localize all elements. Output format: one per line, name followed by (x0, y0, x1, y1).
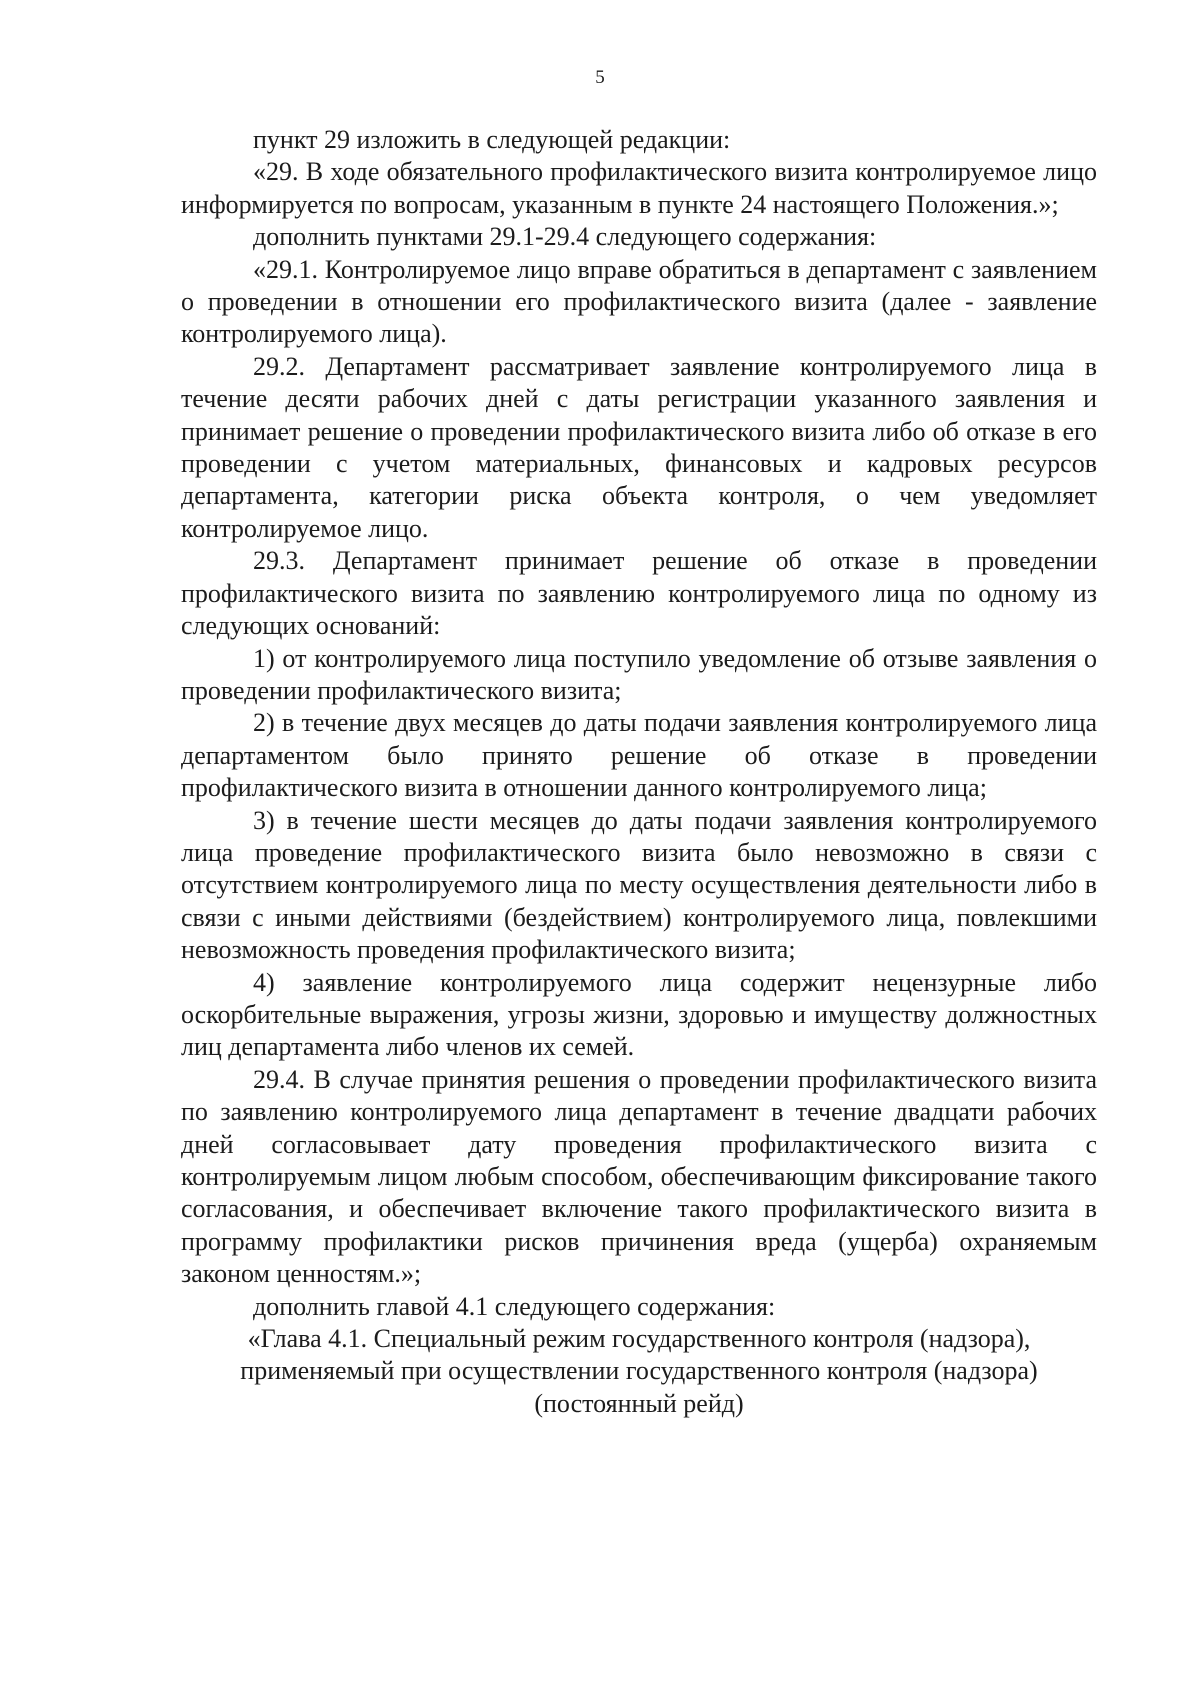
paragraph-point-29-4: 29.4. В случае принятия решения о проведении профилактического визита по заявлению контролируемого лица департамент в течение двадцати рабочих дней согласовывает дату проведения профилактического визита с контролируемым лицом любым способом, обеспечивающим фиксирование такого согласования, и обеспечивает включение такого профилактического визита в программу профилактики рисков причинения вреда (ущерба) охраняемым законом ценностям.»; (181, 1064, 1097, 1289)
paragraph-point-29-1: «29.1. Контролируемое лицо вправе обратиться в департамент с заявлением о проведении в отношении его профилактического визита (далее - заявление контролируемого лица). (181, 254, 1097, 349)
paragraph-ground-1: 1) от контролируемого лица поступило уведомление об отзыве заявления о проведении профилактического визита; (181, 643, 1097, 705)
chapter-heading: «Глава 4.1. Специальный режим государственного контроля (надзора), применяемый при осуществлении государственного контроля (надзора) (постоянный рейд) (240, 1324, 1038, 1418)
paragraph-point-29-intro: пункт 29 изложить в следующей редакции: (253, 125, 731, 154)
paragraph-ground-3: 3) в течение шести месяцев до даты подачи заявления контролируемого лица проведение профилактического визита было невозможно в связи с отсутствием контролируемого лица по месту осуществления деятельности либо в связи с иными действиями (бездействием) контролируемого лица, повлекшими невозможность проведения профилактического визита; (181, 805, 1097, 965)
paragraph-point-29-3: 29.3. Департамент принимает решение об отказе в проведении профилактического визита по заявлению контролируемого лица по одному из следующих оснований: (181, 546, 1097, 641)
paragraph-point-29: «29. В ходе обязательного профилактического визита контролируемое лицо информируется по вопросам, указанным в пункте 24 настоящего Положения.»; (181, 157, 1097, 219)
paragraph-add-chapter-intro: дополнить главой 4.1 следующего содержания: (253, 1291, 776, 1321)
document-body (181, 124, 1097, 1420)
paragraph-point-29-2: 29.2. Департамент рассматривает заявление контролируемого лица в течение десяти рабочих дней с даты регистрации указанного заявления и принимает решение о проведении профилактического визита либо об отказе в его проведении с учетом материальных, финансовых и кадровых ресурсов департамента, категории риска объекта контроля, о чем уведомляет контролируемое лицо. (181, 351, 1097, 543)
paragraph-add-points-intro: дополнить пунктами 29.1-29.4 следующего содержания: (253, 222, 877, 252)
page-number: 5 (595, 67, 605, 88)
paragraph-ground-2: 2) в течение двух месяцев до даты подачи заявления контролируемого лица департаментом было принято решение об отказе в проведении профилактического визита в отношении данного контролируемого лица; (181, 708, 1097, 803)
paragraph-ground-4: 4) заявление контролируемого лица содержит нецензурные либо оскорбительные выражения, угрозы жизни, здоровью и имуществу должностных лиц департамента либо членов их семей. (181, 967, 1097, 1062)
